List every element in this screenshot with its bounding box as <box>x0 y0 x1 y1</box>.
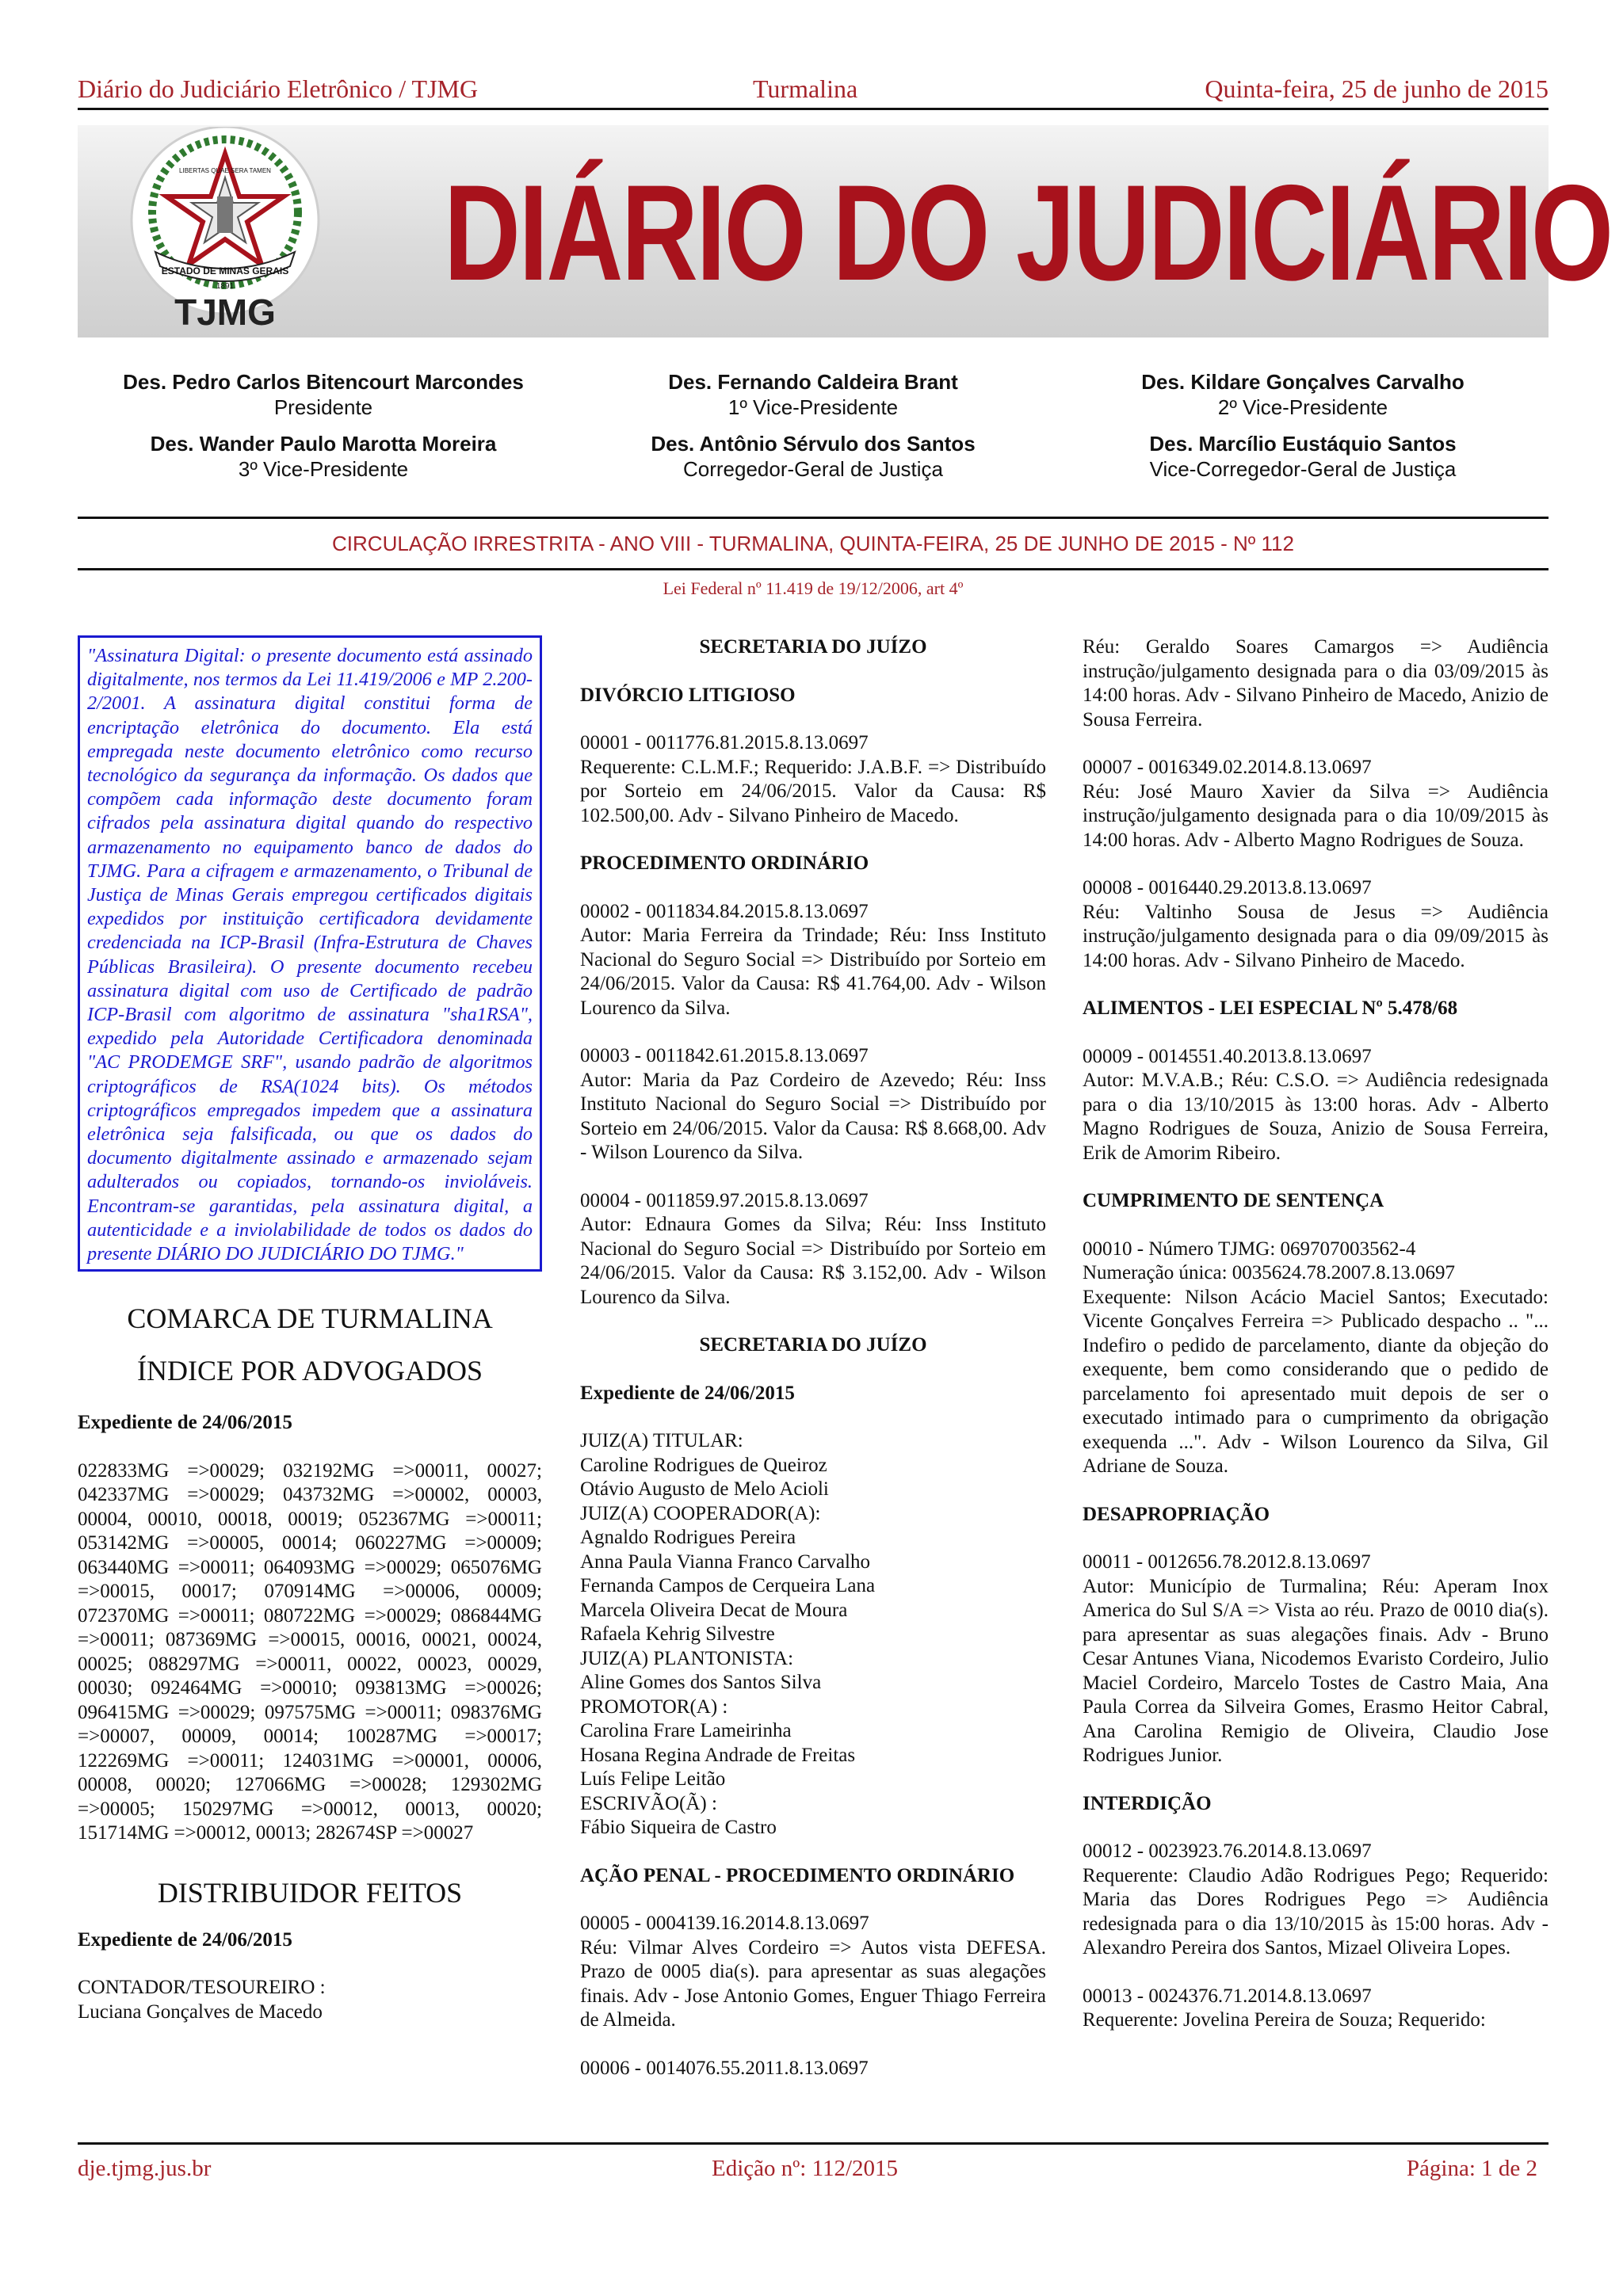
footer-page-number: Página: 1 de 2 <box>1406 2156 1537 2181</box>
entry-text: Autor: Maria da Paz Cordeiro de Azevedo; Réu: Inss Instituto Nacional do Seguro Social => Distribuído por Sorteio em 24/06/2015. Valor da Causa: R$ 8.668,00. Adv - Wilson Lourenco da Silva. <box>580 1069 1046 1163</box>
digital-signature-notice: "Assinatura Digital: o presente documento está assinado digitalmente, nos termos da Lei 11.419/2006 e MP 2.200-2/2001. A assinatura digital constitui forma de encriptação eletrônica do documento. Ela está empregada neste documento eletrônico como recurso tecnológico da segurança da informação. Os dados que compõem cada informação deste documento foram cifrados pela assinatura digital quando do respectivo armazenamento no equipamento banco de dados do TJMG. Para a cifragem e armazenamento, o Tribunal de Justiça de Minas Gerais empregou certificados digitais expedidos por instituição certificadora devidamente credenciada na ICP-Brasil (Infra-Estrutura de Chaves Públicas Brasileira). O presente documento recebeu assinatura digital com uso de Certificado de padrão ICP-Brasil com algoritmo de assinatura "sha1RSA", expedido pela Autoridade Certificadora denominada "AC PRODEMGE SRF", usando padrão de algoritmos criptográficos de RSA(1024 bits). Os métodos criptográficos empregados impedem que a assinatura eletrônica seja falsificada, ou que os dados do documento digitalmente assinado e armazenado sejam adulterados ou copiados, tornando-os invioláveis. Encontram-se garantidas, pela assinatura digital, a autenticidade e a inviolabilidade de todos os dados do presente DIÁRIO DO JUDICIÁRIO DO TJMG." <box>78 635 542 1272</box>
staff-line: Fábio Siqueira de Castro <box>580 1817 777 1838</box>
entry-number: 00006 - 0014076.55.2011.8.13.0697 <box>580 2057 869 2079</box>
expediente-heading: Expediente de 24/06/2015 <box>580 1382 795 1404</box>
tjmg-seal-logo <box>106 127 352 336</box>
entry-text: Autor: Ednaura Gomes da Silva; Réu: Inss Instituto Nacional do Seguro Social => Distribuído por Sorteio em 24/06/2015. Valor da Causa: R$ 3.152,00. Adv - Wilson Lourenco da Silva. <box>580 1214 1046 1308</box>
staff-line: Rafaela Kehrig Silvestre <box>580 1623 775 1645</box>
entry-number: 00007 - 0016349.02.2014.8.13.0697 <box>1083 757 1372 778</box>
entry-text: Autor: Maria Ferreira da Trindade; Réu: Inss Instituto Nacional do Seguro Social => Distribuído por Sorteio em 24/06/2015. Valor da Causa: R$ 41.764,00. Adv - Wilson Lourenco da Silva. <box>580 925 1046 1019</box>
entry-number: 00013 - 0024376.71.2014.8.13.0697 <box>1083 1985 1372 2007</box>
staff-line: JUIZ(A) PLANTONISTA: <box>580 1647 794 1669</box>
staff-line: Hosana Regina Andrade de Freitas <box>580 1744 856 1766</box>
officer-3rd-vice-president: Des. Wander Paulo Marotta Moreira 3º Vice-Presidente <box>150 432 497 481</box>
entry-text: Exequente: Nilson Acácio Maciel Santos; Executado: Vicente Gonçalves Ferreira => Publicado despacho .. "... Indefiro o pedido de parcelamento, diante da objeção do exequente, bem como considerando que o pedido de parcelamento foi apresentado muit depois de ser o executado intimado para o cumprimento da obrigação exequenda ...". Adv - Wilson Lourenco da Silva, Gil Adriane de Souza. <box>1083 1286 1549 1477</box>
staff-line: Carolina Frare Lameirinha <box>580 1720 792 1741</box>
contador-label: CONTADOR/TESOUREIRO : <box>78 1977 326 1999</box>
entry-text: Réu: Vilmar Alves Cordeiro => Autos vista DEFESA. Prazo de 0005 dia(s). para apresentar as suas alegações finais. Adv - Jose Antonio Gomes, Enguer Thiago Ferreira de Almeida. <box>580 1936 1046 2031</box>
expediente-heading: Expediente de 24/06/2015 <box>78 1412 292 1434</box>
header-rule <box>78 108 1549 110</box>
distribuidor-title: DISTRIBUIDOR FEITOS <box>157 1876 463 1909</box>
entry-number: 00012 - 0023923.76.2014.8.13.0697 <box>1083 1840 1372 1862</box>
comarca-title: COMARCA DE TURMALINA <box>127 1302 493 1335</box>
entry-text: Autor: Município de Turmalina; Réu: Aperam Inox America do Sul S/A => Vista ao réu. Prazo de 0010 dia(s). para apresentar as suas alegações finais. Adv - Bruno Cesar Antunes Viana, Nicodemos Evaristo Cordeiro, Julio Maciel Cordeiro, Marcelo Tostes de Castro Maia, Ana Paula Correa da Silveira Gomes, Erasmo Heitor Cabral, Ana Carolina Remigio de Oliveira, Claudio Jose Rodrigues Junior. <box>1083 1575 1549 1766</box>
entry-text: Autor: M.V.A.B.; Réu: C.S.O. => Audiência redesignada para o dia 13/10/2015 às 13:00 horas. Adv - Alberto Magno Rodrigues de Souza, Anizio de Sousa Ferreira, Erik de Amorim Ribeiro. <box>1083 1070 1549 1164</box>
officer-president: Des. Pedro Carlos Bitencourt Marcondes Presidente <box>123 370 524 419</box>
entry-unique-number: Numeração única: 0035624.78.2007.8.13.0697 <box>1083 1262 1456 1283</box>
entry-text: Requerente: Jovelina Pereira de Souza; Requerido: <box>1083 2009 1486 2031</box>
staff-line: Anna Paula Vianna Franco Carvalho <box>580 1550 870 1573</box>
section-heading: SECRETARIA DO JUÍZO <box>699 1334 927 1356</box>
entry-number: 00004 - 0011859.97.2015.8.13.0697 <box>580 1189 869 1211</box>
section-heading: DIVÓRCIO LITIGIOSO <box>580 684 796 706</box>
entry-text: Réu: Valtinho Sousa de Jesus => Audiência instrução/julgamento designada para o dia 09/09/2015 às 14:00 horas. Adv - Silvano Pinheiro de Macedo. <box>1083 901 1549 971</box>
staff-line: Agnaldo Rodrigues Pereira <box>580 1527 796 1548</box>
staff-line: ESCRIVÃO(Ã) : <box>580 1792 717 1814</box>
section-heading: DESAPROPRIAÇÃO <box>1083 1503 1270 1525</box>
column-1 <box>78 635 542 2024</box>
staff-list <box>580 1429 1046 1840</box>
masthead-banner <box>78 125 1612 338</box>
running-header-publication: Diário do Judiciário Eletrônico / TJMG <box>78 74 479 103</box>
staff-line: Fernanda Campos de Cerqueira Lana <box>580 1575 876 1596</box>
running-header-date: Quinta-feira, 25 de junho de 2015 <box>1205 74 1549 103</box>
staff-line: JUIZ(A) TITULAR: <box>580 1430 743 1451</box>
staff-line: Marcela Oliveira Decat de Moura <box>580 1599 848 1621</box>
entry-text: Requerente: Claudio Adão Rodrigues Pego; Requerido: Maria das Dores Rodrigues Pego => Audiência redesignada para o dia 13/10/2015 às 15:00 horas. Adv - Alexandro Pereira dos Santos, Mizael Oliveira Lopes. <box>1083 1864 1549 1958</box>
officer-2nd-vice-president: Des. Kildare Gonçalves Carvalho 2º Vice-Presidente <box>1141 370 1465 419</box>
section-heading: AÇÃO PENAL - PROCEDIMENTO ORDINÁRIO <box>580 1864 1015 1886</box>
svg-text:TJMG: TJMG <box>174 292 276 333</box>
officer-1st-vice-president: Des. Fernando Caldeira Brant 1º Vice-Presidente <box>668 370 958 419</box>
entry-text: Requerente: C.L.M.F.; Requerido: J.A.B.F. => Distribuído por Sorteio em 24/06/2015. Valor da Causa: R$ 102.500,00. Adv - Silvano Pinheiro de Macedo. <box>580 756 1046 826</box>
page-footer <box>78 2142 1549 2181</box>
running-header <box>78 74 1549 113</box>
svg-text:LIBERTAS QUAE SERA TAMEN: LIBERTAS QUAE SERA TAMEN <box>179 167 271 174</box>
entry-number: 00011 - 0012656.78.2012.8.13.0697 <box>1083 1551 1371 1573</box>
entry-number: 00009 - 0014551.40.2013.8.13.0697 <box>1083 1045 1372 1067</box>
staff-line: Caroline Rodrigues de Queiroz <box>580 1454 827 1476</box>
staff-line: Luís Felipe Leitão <box>580 1768 726 1790</box>
staff-line: Aline Gomes dos Santos Silva <box>580 1672 822 1693</box>
index-title: ÍNDICE POR ADVOGADOS <box>136 1355 483 1387</box>
contador-name: Luciana Gonçalves de Macedo <box>78 2000 323 2023</box>
entry-number: 00008 - 0016440.29.2013.8.13.0697 <box>1083 877 1372 898</box>
section-heading: SECRETARIA DO JUÍZO <box>699 636 927 658</box>
lawyer-index: 022833MG =>00029; 032192MG =>00011, 00027; 042337MG =>00029; 043732MG =>00002, 00003, 00004, 00010, 00018, 00019; 052367MG =>00011; 053142MG =>00005, 00014; 060227MG =>00009; 063440MG =>00011; 064093MG =>00029; 065076MG =>00015, 00017; 070914MG =>00006, 00009; 072370MG =>00011; 080722MG =>00029; 086844MG =>00011; 087369MG =>00015, 00016, 00021, 00024, 00025; 088297MG =>00011, 00022, 00023, 00029, 00030; 092464MG =>00010; 093813MG =>00026; 096415MG =>00029; 097575MG =>00011; 098376MG =>00007, 00009, 00014; 100287MG =>00017; 122269MG =>00011; 124031MG =>00001, 00006, 00008, 00020; 127066MG =>00028; 129302MG =>00005; 150297MG =>00012, 00013, 00020; 151714MG =>00012, 00013; 282674SP =>00027 <box>78 1459 542 1844</box>
staff-line: Otávio Augusto de Melo Acioli <box>580 1478 829 1500</box>
officer-corregedor: Des. Antônio Sérvulo dos Santos Corregedor-Geral de Justiça <box>651 432 976 481</box>
footer-edition: Edição nº: 112/2015 <box>712 2156 899 2181</box>
footer-site-link[interactable]: dje.tjmg.jus.br <box>78 2156 212 2181</box>
officer-vice-corregedor: Des. Marcílio Eustáquio Santos Vice-Corregedor-Geral de Justiça <box>1149 432 1457 481</box>
section-heading: INTERDIÇÃO <box>1083 1792 1212 1814</box>
entry-number: 00002 - 0011834.84.2015.8.13.0697 <box>580 900 869 922</box>
column-3 <box>1083 635 1549 2033</box>
section-heading: PROCEDIMENTO ORDINÁRIO <box>580 852 869 874</box>
entry-text: Réu: José Mauro Xavier da Silva => Audiência instrução/julgamento designada para o dia 10/09/2015 às 14:00 horas. Adv - Alberto Magno Rodrigues de Souza. <box>1083 780 1549 851</box>
entry-number: 00005 - 0004139.16.2014.8.13.0697 <box>580 1913 869 1934</box>
entry-number: 00001 - 0011776.81.2015.8.13.0697 <box>580 732 869 753</box>
section-heading: ALIMENTOS - LEI ESPECIAL Nº 5.478/68 <box>1083 997 1458 1019</box>
section-heading: CUMPRIMENTO DE SENTENÇA <box>1083 1190 1384 1211</box>
entry-text: Réu: Geraldo Soares Camargos => Audiência instrução/julgamento designada para o dia 03/09/2015 às 14:00 horas. Adv - Silvano Pinheiro de Macedo, Anizio de Sousa Ferreira. <box>1083 636 1549 730</box>
svg-text:1891: 1891 <box>216 282 235 291</box>
entry-number: 00010 - Número TJMG: 069707003562-4 <box>1083 1238 1416 1260</box>
entry-number: 00003 - 0011842.61.2015.8.13.0697 <box>580 1045 869 1066</box>
staff-line: PROMOTOR(A) : <box>580 1695 728 1718</box>
circulation-bar: CIRCULAÇÃO IRRESTRITA - ANO VIII - TURMALINA, QUINTA-FEIRA, 25 DE JUNHO DE 2015 - Nº 112 <box>78 517 1549 570</box>
column-2 <box>580 635 1046 2081</box>
staff-line: JUIZ(A) COOPERADOR(A): <box>580 1502 821 1524</box>
expediente-heading: Expediente de 24/06/2015 <box>78 1928 292 1951</box>
svg-text:ESTADO DE MINAS GERAIS: ESTADO DE MINAS GERAIS <box>161 265 289 277</box>
masthead-title: DIÁRIO DO JUDICIÁRIO <box>444 157 1612 309</box>
running-header-comarca: Turmalina <box>753 74 858 103</box>
law-note: Lei Federal nº 11.419 de 19/12/2006, art 4º <box>663 578 964 598</box>
